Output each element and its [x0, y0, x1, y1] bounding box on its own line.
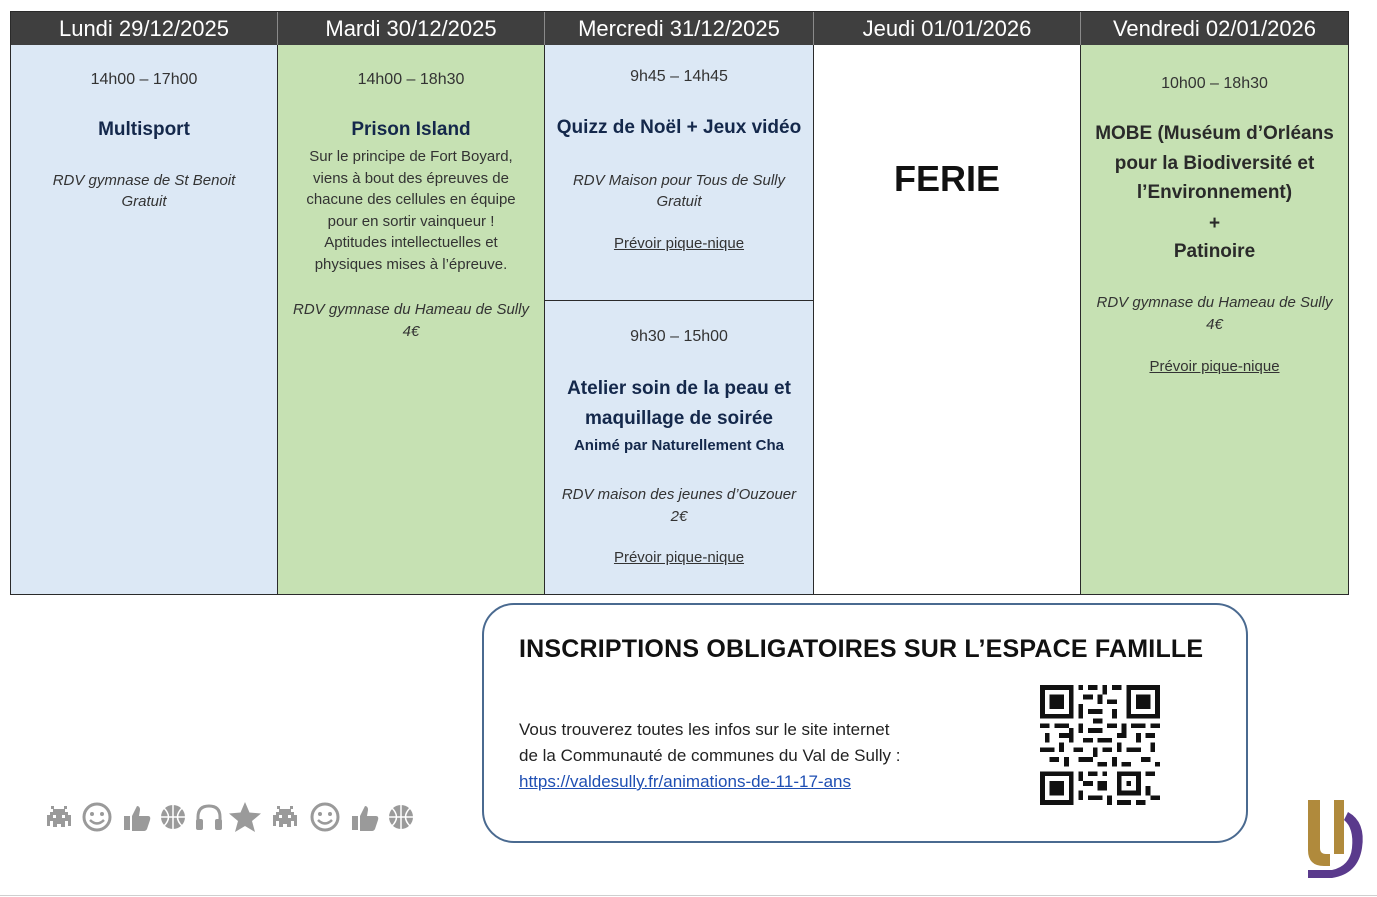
page-bottom-rule — [0, 895, 1377, 896]
day-header-tuesday: Mardi 30/12/2025 — [278, 12, 545, 45]
info-line-1: Vous trouverez toutes les infos sur le site internet — [519, 720, 890, 739]
friday-plus: + — [1208, 213, 1221, 234]
day-header-monday: Lundi 29/12/2025 — [11, 12, 278, 45]
monday-time: 14h00 – 17h00 — [90, 71, 198, 88]
wednesday-am-title: Quizz de Noël + Jeux vidéo — [556, 117, 802, 138]
monday-cell — [11, 45, 278, 594]
tuesday-rdv: RDV gymnase du Hameau de Sully — [293, 301, 529, 318]
smiley-icon — [308, 800, 342, 834]
day-header-friday: Vendredi 02/01/2026 — [1112, 16, 1317, 41]
info-title: INSCRIPTIONS OBLIGATOIRES SUR L’ESPACE FAMILLE — [519, 635, 1204, 663]
friday-price: 4€ — [1206, 316, 1223, 333]
thumbs-up-icon — [348, 800, 382, 834]
wednesday-pm-title-line2: maquillage de soirée — [585, 408, 773, 429]
basketball-icon — [156, 800, 190, 834]
qr-code-icon — [1040, 685, 1160, 805]
val-de-sully-logo — [1304, 798, 1366, 882]
wednesday-am-rdv: RDV Maison pour Tous de Sully — [572, 172, 786, 189]
thumbs-up-icon — [120, 800, 154, 834]
schedule-table — [10, 11, 1349, 595]
wednesday-cell — [545, 45, 814, 594]
friday-time: 10h00 – 18h30 — [1161, 75, 1268, 92]
wednesday-pm-rdv: RDV maison des jeunes d’Ouzouer — [561, 486, 797, 503]
info-link[interactable]: https://valdesully.fr/animations-de-11-17-ans — [519, 772, 851, 791]
monday-title: Multisport — [98, 119, 190, 140]
friday-title-line4: Patinoire — [1173, 241, 1256, 262]
wednesday-pm-note: Prévoir pique-nique — [613, 549, 745, 566]
tuesday-description: Sur le principe de Fort Boyard, viens à bout des épreuves de chacune des cellules en équipe pour en sortir vainqueur ! Aptitudes intellectuelles et physiques mises à l’épreuve. — [306, 148, 516, 273]
thursday-cell — [814, 45, 1081, 594]
alien-icon — [268, 800, 302, 834]
monday-rdv: RDV gymnase de St Benoit — [52, 172, 236, 189]
info-text — [519, 717, 900, 795]
alien-icon — [42, 800, 76, 834]
wednesday-am-price: Gratuit — [656, 193, 702, 210]
tuesday-time: 14h00 – 18h30 — [357, 71, 465, 88]
day-header-wednesday: Mercredi 31/12/2025 — [545, 12, 814, 45]
friday-cell — [1081, 45, 1348, 594]
wednesday-pm-time: 9h30 – 15h00 — [630, 328, 728, 345]
decorative-icon-strip — [42, 800, 422, 836]
registration-info-box — [482, 603, 1248, 843]
wednesday-am-note: Prévoir pique-nique — [613, 235, 745, 252]
ferie-label: FERIE — [893, 158, 1000, 199]
star-icon — [228, 800, 262, 834]
wednesday-pm-price: 2€ — [670, 508, 688, 525]
wednesday-pm-subtitle: Animé par Naturellement Cha — [573, 437, 785, 454]
wednesday-divider — [545, 300, 813, 301]
tuesday-price: 4€ — [402, 323, 420, 340]
tuesday-cell — [278, 45, 545, 594]
info-line-2: de la Communauté de communes du Val de Sully : — [519, 746, 901, 765]
monday-price: Gratuit — [121, 193, 167, 210]
table-header-row — [11, 12, 1348, 45]
smiley-icon — [80, 800, 114, 834]
friday-note: Prévoir pique-nique — [1149, 358, 1280, 375]
friday-title-line2: pour la Biodiversité et — [1114, 153, 1315, 174]
friday-rdv: RDV gymnase du Hameau de Sully — [1096, 294, 1333, 311]
day-header-thursday: Jeudi 01/01/2026 — [814, 12, 1081, 45]
wednesday-pm-title-line1: Atelier soin de la peau et — [567, 378, 791, 399]
friday-title-line1: MOBE (Muséum d’Orléans — [1095, 123, 1334, 144]
headphones-icon — [192, 800, 226, 834]
friday-title-line3: l’Environnement) — [1136, 182, 1293, 203]
wednesday-am-time: 9h45 – 14h45 — [630, 68, 728, 85]
basketball-icon — [384, 800, 418, 834]
tuesday-title: Prison Island — [351, 119, 471, 140]
